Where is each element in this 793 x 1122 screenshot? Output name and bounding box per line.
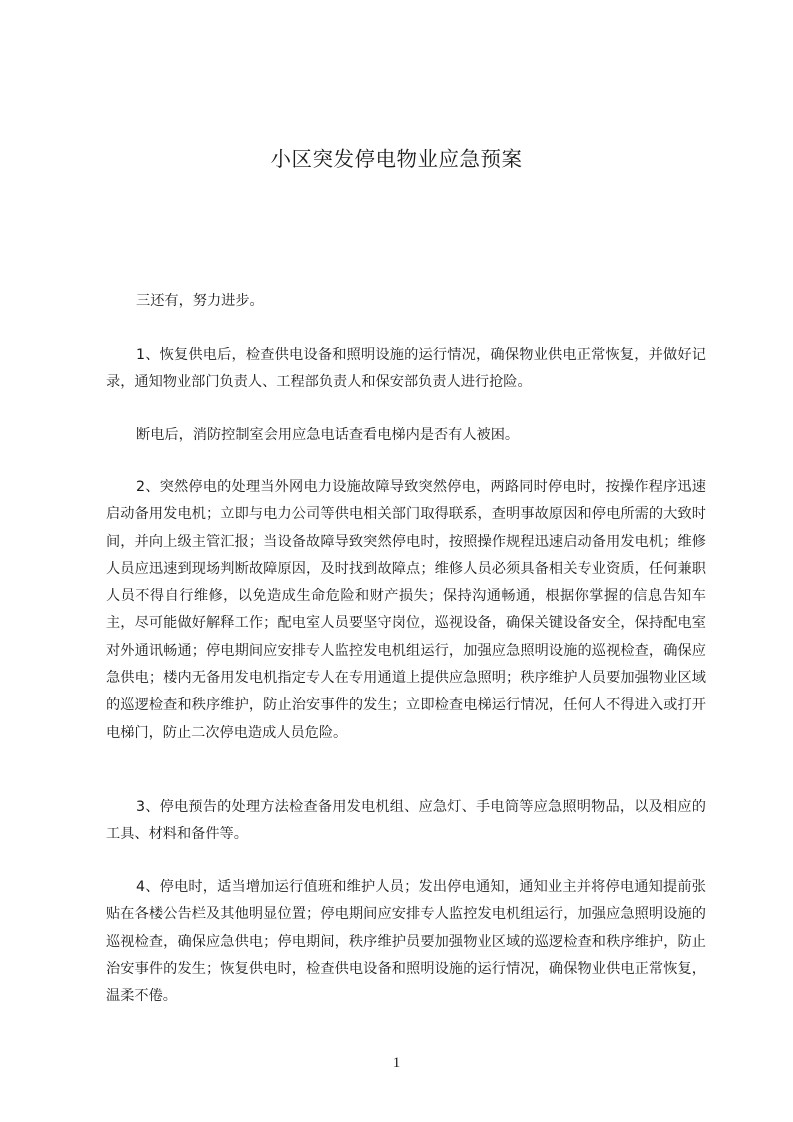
paragraph-2-block bbox=[106, 474, 706, 747]
paragraph-power-cut: 断电后，消防控制室会用应急电话查看电梯内是否有人被困。 bbox=[136, 427, 520, 443]
paragraph-intro-block bbox=[106, 288, 706, 315]
paragraph-4: 4、停电时，适当增加运行值班和维护人员；发出停电通知，通知业主并将停电通知提前张贴在各楼公告栏及其他明显位置；停电期间应安排专人监控发电机组运行，加强应急照明设施的巡视检查，确保应急供电；停电期间，秩序维护员要加强物业区域的巡逻检查和秩序维护，防止治安事件的发生；恢复供电时，检查供电设备和照明设施的运行情况，确保物业供电正常恢复，温柔不倦。 bbox=[106, 879, 706, 1005]
paragraph-2: 2、突然停电的处理当外网电力设施故障导致突然停电，两路同时停电时，按操作程序迅速启动备用发电机；立即与电力公司等供电相关部门取得联系，查明事故原因和停电所需的大致时间，并向上级主管汇报；当设备故障导致突然停电时，按照操作规程迅速启动备用发电机；维修人员应迅速到现场判断故障原因，及时找到故障点；维修人员必须具备相关专业资质，任何兼职人员不得自行维修，以免造成生命危险和财产损失；保持沟通畅通，根据你掌握的信息告知车主，尽可能做好解释工作；配电室人员要坚守岗位，巡视设备，确保关键设备安全，保持配电室对外通讯畅通；停电期间应安排专人监控发电机组运行，加强应急照明设施的巡视检查，确保应急供电；楼内无备用发电机指定专人在专用通道上提供应急照明；秩序维护人员要加强物业区域的巡逻检查和秩序维护，防止治安事件的发生；立即检查电梯运行情况，任何人不得进入或打开电梯门，防止二次停电造成人员危险。 bbox=[106, 479, 706, 741]
paragraph-1-block bbox=[106, 342, 706, 397]
paragraph-3: 3、停电预告的处理方法检查备用发电机组、应急灯、手电筒等应急照明物品，以及相应的工具、材料和备件等。 bbox=[106, 799, 706, 843]
paragraph-power-cut-block bbox=[106, 422, 706, 449]
document-title: 小区突发停电物业应急预案 bbox=[270, 147, 523, 171]
page-number: 1 bbox=[392, 1055, 401, 1071]
paragraph-1: 1、恢复供电后，检查供电设备和照明设施的运行情况，确保物业供电正常恢复，并做好记录，通知物业部门负责人、工程部负责人和保安部负责人进行抢险。 bbox=[106, 347, 706, 391]
paragraph-intro: 三还有，努力进步。 bbox=[136, 293, 264, 309]
paragraph-3-block bbox=[106, 794, 706, 849]
paragraph-4-block bbox=[106, 874, 706, 1010]
